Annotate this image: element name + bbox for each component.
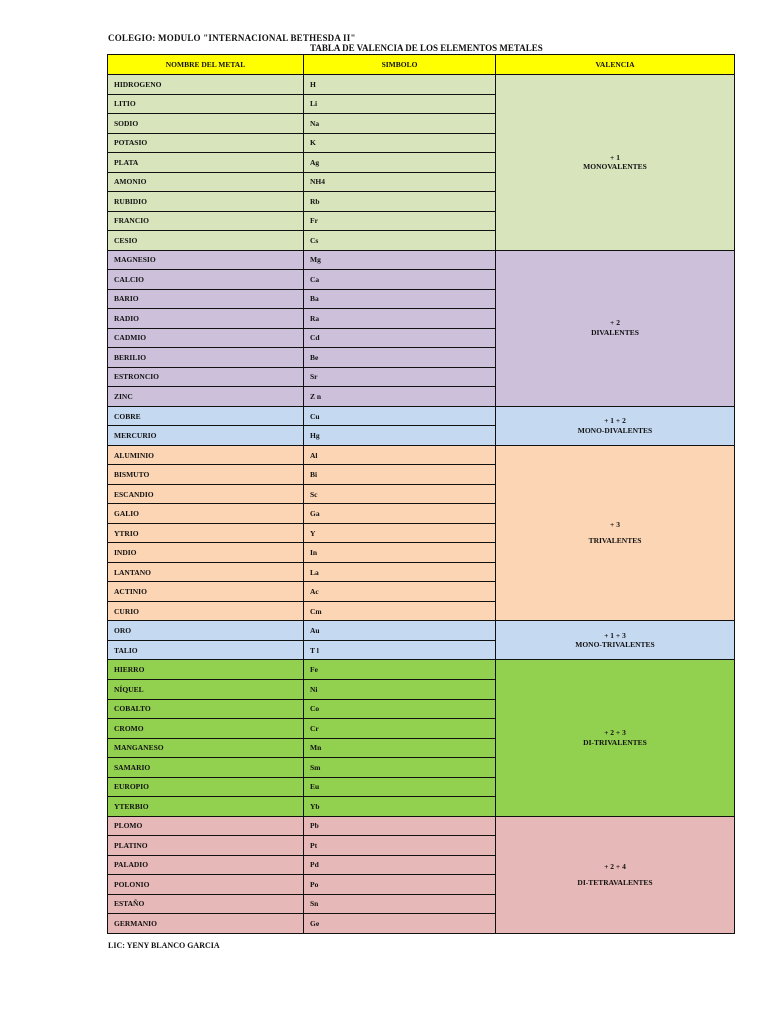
metal-name-cell: MAGNESIO bbox=[108, 250, 304, 270]
table-row bbox=[108, 445, 735, 465]
metal-name-cell: GERMANIO bbox=[108, 914, 304, 934]
metal-symbol-cell: Ac bbox=[304, 582, 496, 602]
metal-name-cell: CROMO bbox=[108, 719, 304, 739]
valence-value: + 1 + 2 bbox=[604, 416, 626, 426]
metal-symbol-cell: Z n bbox=[304, 387, 496, 407]
metal-symbol-cell: Eu bbox=[304, 777, 496, 797]
metal-name-cell: MANGANESO bbox=[108, 738, 304, 758]
metal-symbol-cell: Ra bbox=[304, 309, 496, 329]
table-row bbox=[108, 660, 735, 680]
valence-table bbox=[107, 54, 735, 934]
valence-cell-mono-divalentes bbox=[496, 406, 735, 445]
valence-cell-mono-trivalentes bbox=[496, 621, 735, 660]
author-credit: LIC: YENY BLANCO GARCIA bbox=[108, 941, 220, 950]
metal-symbol-cell: Au bbox=[304, 621, 496, 641]
metal-name-cell: CADMIO bbox=[108, 328, 304, 348]
metal-symbol-cell: Co bbox=[304, 699, 496, 719]
metal-name-cell: PLOMO bbox=[108, 816, 304, 836]
column-header-valence: VALENCIA bbox=[496, 55, 735, 75]
metal-name-cell: YTRIO bbox=[108, 523, 304, 543]
metal-symbol-cell: Be bbox=[304, 348, 496, 368]
metal-name-cell: RADIO bbox=[108, 309, 304, 329]
metal-name-cell: ALUMINIO bbox=[108, 445, 304, 465]
metal-name-cell: LANTANO bbox=[108, 562, 304, 582]
metal-symbol-cell: Ag bbox=[304, 153, 496, 173]
metal-name-cell: ACTINIO bbox=[108, 582, 304, 602]
metal-symbol-cell: Hg bbox=[304, 426, 496, 446]
table-row bbox=[108, 75, 735, 95]
metal-name-cell: ESCANDIO bbox=[108, 484, 304, 504]
metal-name-cell: ESTAÑO bbox=[108, 894, 304, 914]
metal-symbol-cell: Ga bbox=[304, 504, 496, 524]
metal-name-cell: COBRE bbox=[108, 406, 304, 426]
valence-label: DIVALENTES bbox=[591, 328, 639, 338]
metal-symbol-cell: K bbox=[304, 133, 496, 153]
metal-name-cell: HIERRO bbox=[108, 660, 304, 680]
valence-value: + 3 bbox=[610, 520, 620, 530]
metal-name-cell: BERILIO bbox=[108, 348, 304, 368]
table-row bbox=[108, 250, 735, 270]
valence-label: MONO-TRIVALENTES bbox=[575, 640, 655, 650]
column-header-name: NOMBRE DEL METAL bbox=[108, 55, 304, 75]
metal-name-cell: CURIO bbox=[108, 601, 304, 621]
metal-name-cell: COBALTO bbox=[108, 699, 304, 719]
metal-symbol-cell: Sn bbox=[304, 894, 496, 914]
table-header-row bbox=[108, 55, 735, 75]
metal-name-cell: AMONIO bbox=[108, 172, 304, 192]
metal-symbol-cell: H bbox=[304, 75, 496, 95]
metal-symbol-cell: Li bbox=[304, 94, 496, 114]
table-row bbox=[108, 621, 735, 641]
valence-value: + 1 + 3 bbox=[604, 630, 626, 640]
metal-name-cell: MERCURIO bbox=[108, 426, 304, 446]
metal-symbol-cell: Ni bbox=[304, 679, 496, 699]
metal-name-cell: EUROPIO bbox=[108, 777, 304, 797]
metal-name-cell: HIDROGENO bbox=[108, 75, 304, 95]
valence-value: + 1 bbox=[610, 152, 620, 162]
metal-symbol-cell: Sr bbox=[304, 367, 496, 387]
valence-value: + 2 + 4 bbox=[604, 862, 626, 872]
metal-symbol-cell: Fe bbox=[304, 660, 496, 680]
metal-name-cell: RUBIDIO bbox=[108, 192, 304, 212]
metal-symbol-cell: NH4 bbox=[304, 172, 496, 192]
table-title: TABLA DE VALENCIA DE LOS ELEMENTOS METALES bbox=[310, 43, 543, 53]
valence-label: DI-TRIVALENTES bbox=[583, 738, 647, 748]
valence-cell-divalentes bbox=[496, 250, 735, 406]
valence-label: MONOVALENTES bbox=[583, 162, 647, 172]
metal-name-cell: CESIO bbox=[108, 231, 304, 251]
valence-label: DI-TETRAVALENTES bbox=[577, 877, 653, 887]
column-header-symbol: SIMBOLO bbox=[304, 55, 496, 75]
metal-symbol-cell: Pd bbox=[304, 855, 496, 875]
valence-cell-di-tetravalentes bbox=[496, 816, 735, 933]
metal-name-cell: PLATA bbox=[108, 153, 304, 173]
metal-name-cell: PALADIO bbox=[108, 855, 304, 875]
metal-symbol-cell: Na bbox=[304, 114, 496, 134]
metal-symbol-cell: In bbox=[304, 543, 496, 563]
metal-symbol-cell: Cs bbox=[304, 231, 496, 251]
metal-symbol-cell: La bbox=[304, 562, 496, 582]
metal-name-cell: BARIO bbox=[108, 289, 304, 309]
metal-symbol-cell: Sm bbox=[304, 758, 496, 778]
metal-symbol-cell: Po bbox=[304, 875, 496, 895]
metal-name-cell: FRANCIO bbox=[108, 211, 304, 231]
table-row bbox=[108, 406, 735, 426]
metal-name-cell: POLONIO bbox=[108, 875, 304, 895]
metal-symbol-cell: Mn bbox=[304, 738, 496, 758]
metal-symbol-cell: Y bbox=[304, 523, 496, 543]
table-row bbox=[108, 816, 735, 836]
metal-symbol-cell: Ca bbox=[304, 270, 496, 290]
valence-value: + 2 + 3 bbox=[604, 728, 626, 738]
metal-name-cell: CALCIO bbox=[108, 270, 304, 290]
metal-name-cell: SODIO bbox=[108, 114, 304, 134]
valence-value: + 2 bbox=[610, 318, 620, 328]
metal-name-cell: INDIO bbox=[108, 543, 304, 563]
metal-name-cell: PLATINO bbox=[108, 836, 304, 856]
metal-symbol-cell: Rb bbox=[304, 192, 496, 212]
metal-symbol-cell: Sc bbox=[304, 484, 496, 504]
table-body bbox=[108, 75, 735, 934]
metal-name-cell: YTERBIO bbox=[108, 797, 304, 817]
metal-name-cell: BISMUTO bbox=[108, 465, 304, 485]
metal-name-cell: NÍQUEL bbox=[108, 679, 304, 699]
metal-symbol-cell: Cm bbox=[304, 601, 496, 621]
metal-symbol-cell: Mg bbox=[304, 250, 496, 270]
valence-cell-monovalentes bbox=[496, 75, 735, 251]
metal-symbol-cell: Al bbox=[304, 445, 496, 465]
metal-name-cell: ORO bbox=[108, 621, 304, 641]
metal-symbol-cell: Cu bbox=[304, 406, 496, 426]
metal-symbol-cell: Ge bbox=[304, 914, 496, 934]
metal-symbol-cell: Bi bbox=[304, 465, 496, 485]
valence-label: TRIVALENTES bbox=[588, 536, 642, 546]
metal-symbol-cell: Pt bbox=[304, 836, 496, 856]
metal-name-cell: POTASIO bbox=[108, 133, 304, 153]
metal-symbol-cell: Ba bbox=[304, 289, 496, 309]
metal-name-cell: LITIO bbox=[108, 94, 304, 114]
valence-cell-di-trivalentes bbox=[496, 660, 735, 816]
valence-cell-trivalentes bbox=[496, 445, 735, 621]
metal-name-cell: GALIO bbox=[108, 504, 304, 524]
metal-name-cell: TALIO bbox=[108, 640, 304, 660]
metal-symbol-cell: T l bbox=[304, 640, 496, 660]
metal-symbol-cell: Yb bbox=[304, 797, 496, 817]
metal-name-cell: SAMARIO bbox=[108, 758, 304, 778]
metal-symbol-cell: Pb bbox=[304, 816, 496, 836]
school-name: COLEGIO: MODULO "INTERNACIONAL BETHESDA II" bbox=[108, 33, 356, 43]
metal-symbol-cell: Fr bbox=[304, 211, 496, 231]
metal-name-cell: ZINC bbox=[108, 387, 304, 407]
metal-symbol-cell: Cd bbox=[304, 328, 496, 348]
metal-name-cell: ESTRONCIO bbox=[108, 367, 304, 387]
metal-symbol-cell: Cr bbox=[304, 719, 496, 739]
valence-label: MONO-DIVALENTES bbox=[577, 425, 653, 435]
